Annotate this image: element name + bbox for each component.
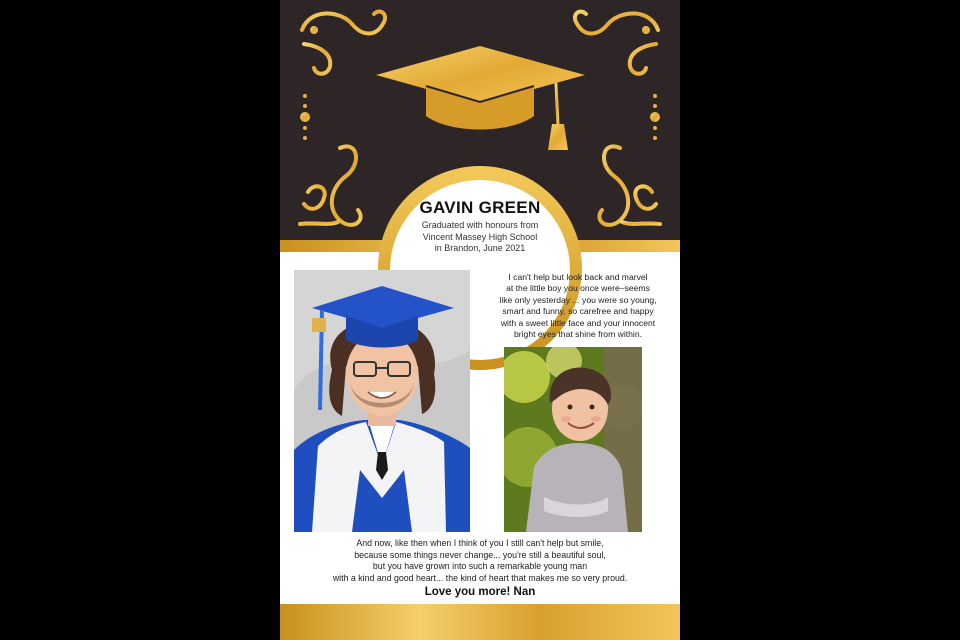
closing-line: with a kind and good heart... the kind of heart that makes me so very proud. <box>332 572 628 583</box>
closing-line: but you have grown into such a remarkable young man <box>372 561 588 572</box>
childhood-photo <box>504 347 642 532</box>
closing-line: because some things never change... you're still a beautiful soul, <box>354 549 606 560</box>
poem-line: at the little boy you once were–seems <box>506 283 650 294</box>
honoree-subtitle <box>400 220 560 255</box>
graduation-cap-icon <box>376 46 585 150</box>
graduation-card <box>280 0 680 640</box>
subtitle-line: Vincent Massey High School <box>422 231 538 242</box>
subtitle-line: Graduated with honours from <box>421 220 539 230</box>
subtitle-line: in Brandon, June 2021 <box>434 243 526 253</box>
closing-text <box>280 538 680 584</box>
poem-line: I can't help but look back and marvel <box>508 272 648 282</box>
honoree-name: GAVIN GREEN <box>419 198 541 217</box>
dots-right-ornament <box>650 94 660 140</box>
signoff-text: Love you more! Nan <box>424 586 536 598</box>
closing-line: And now, like then when I think of you I still can't help but smile, <box>356 538 604 548</box>
flourish-top-left-ornament <box>302 12 385 74</box>
flourish-top-right-ornament <box>575 12 658 74</box>
poem-line: bright eyes that shine from within. <box>513 329 642 340</box>
poem-line: smart and funny, so carefree and happy <box>502 306 654 317</box>
graduate-portrait-photo <box>294 270 470 532</box>
poem-line: like only yesterday ... you were so young, <box>499 294 657 305</box>
footer-gold-bar <box>280 604 680 640</box>
poem-line: with a sweet little face and your innocent <box>500 317 656 328</box>
poem-text <box>486 272 670 340</box>
dots-left-ornament <box>300 94 310 140</box>
